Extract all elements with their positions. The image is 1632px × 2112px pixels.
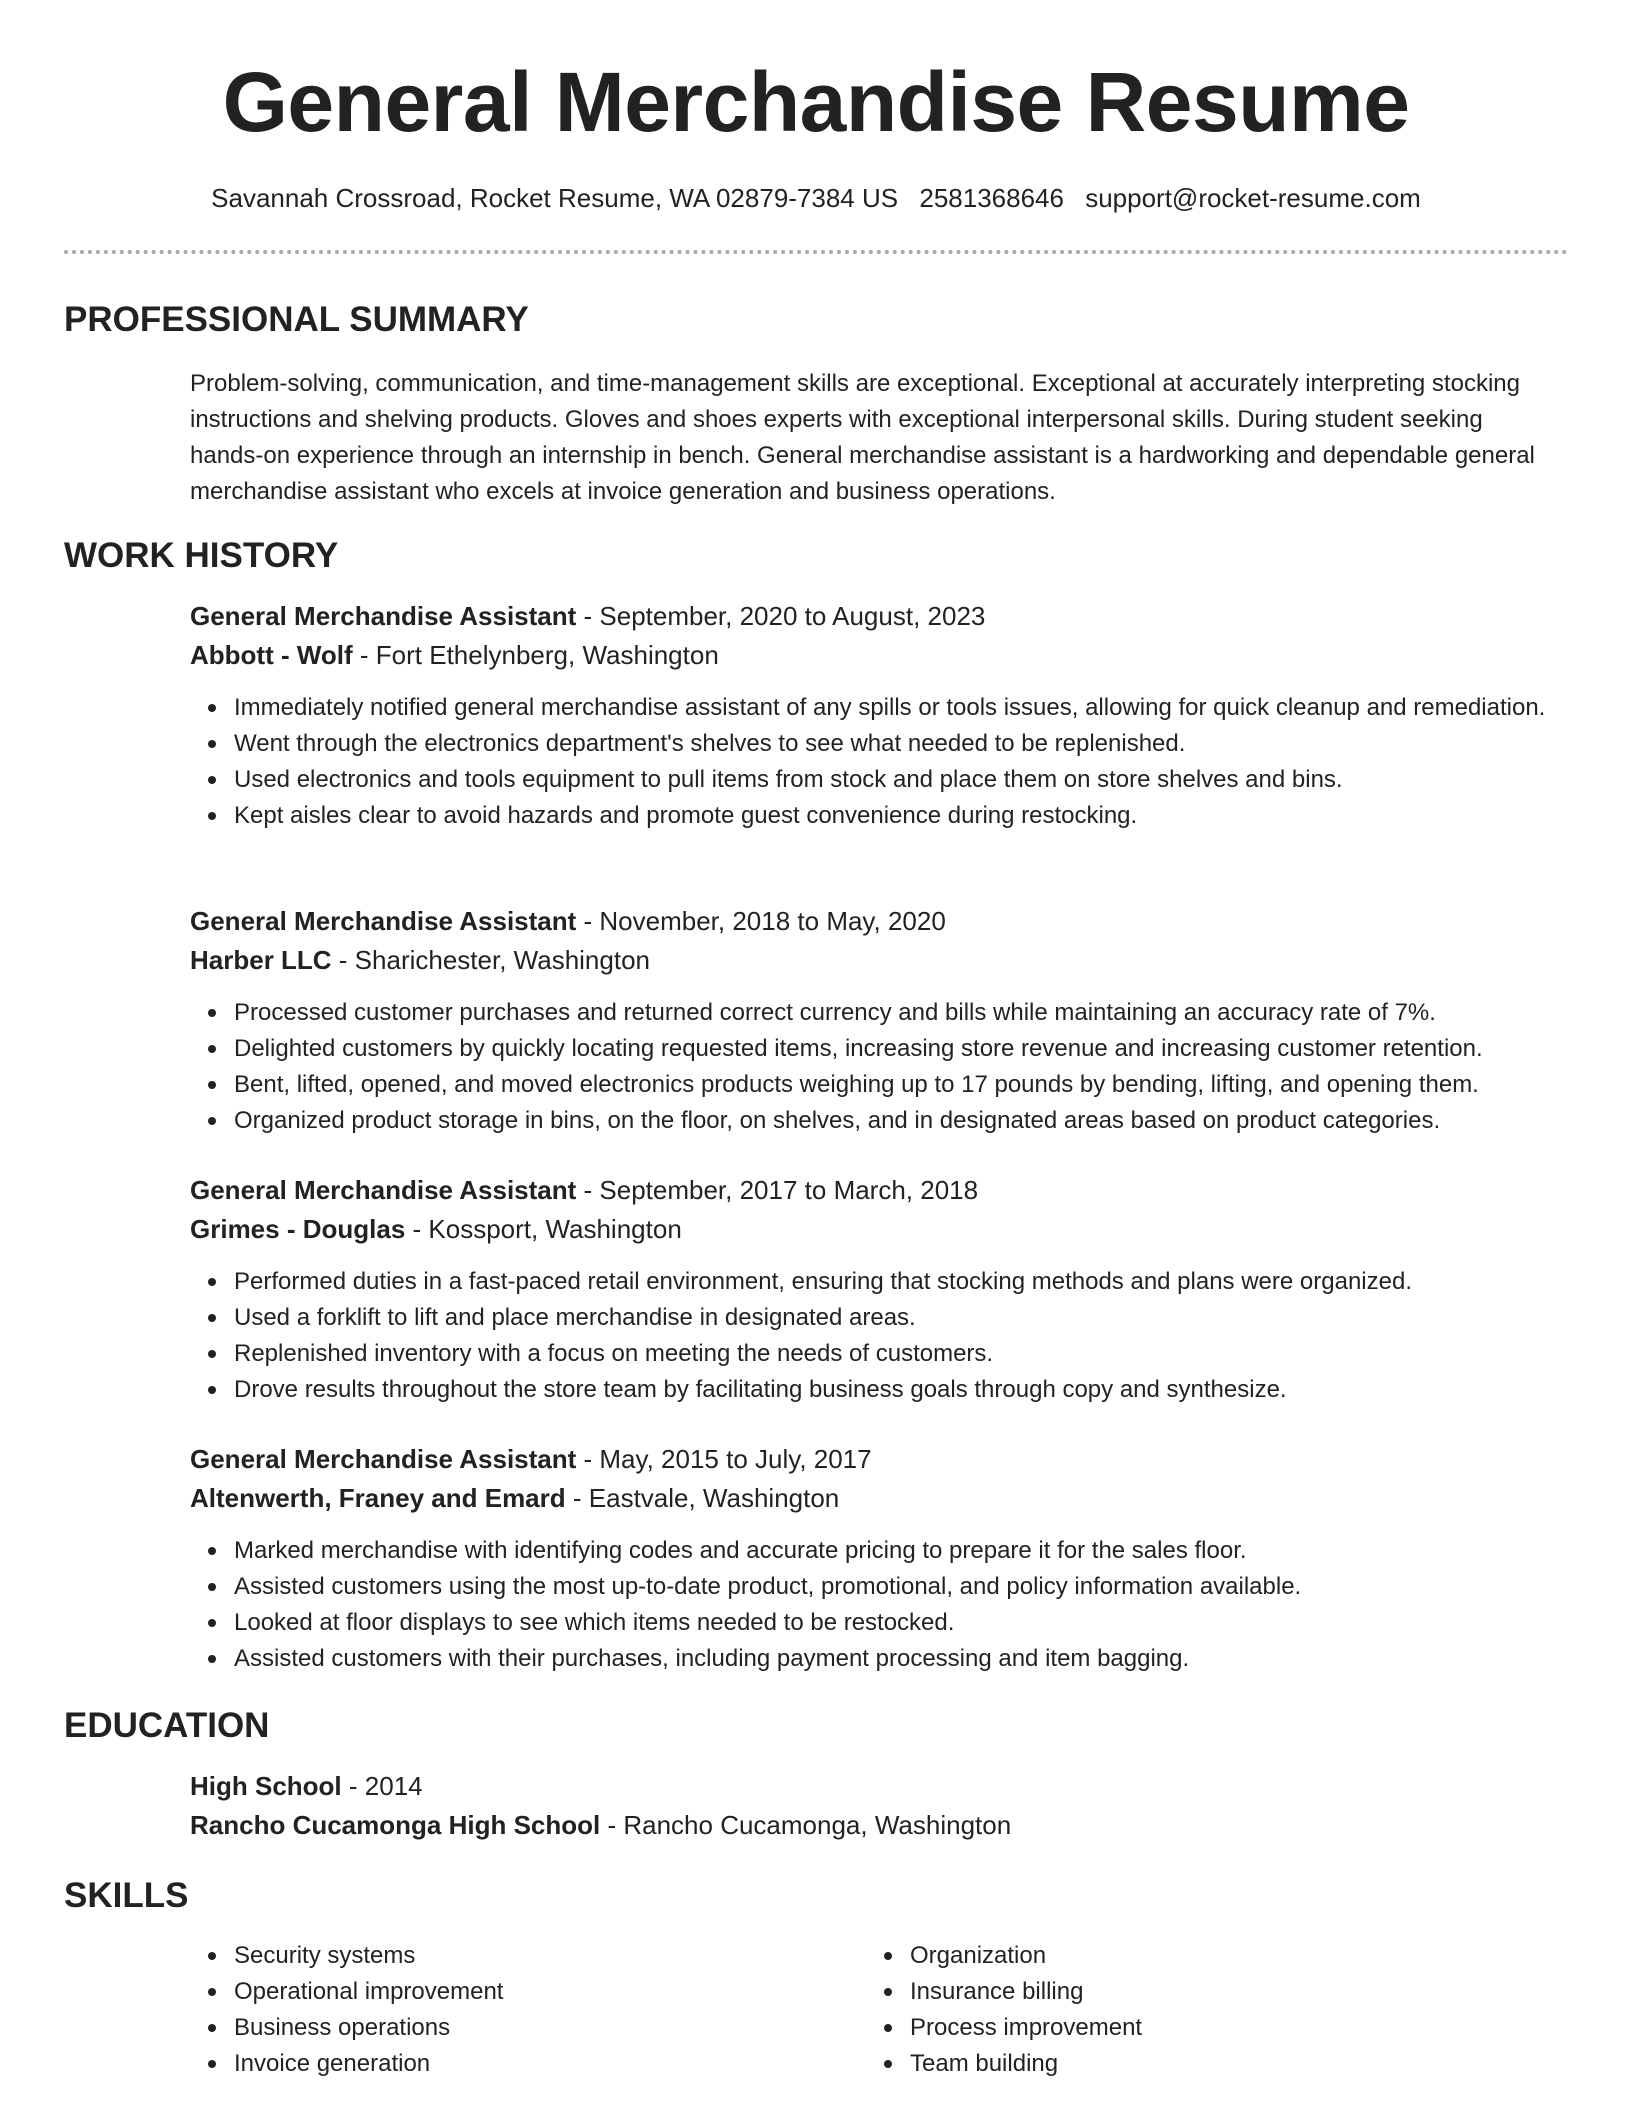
summary-text: Problem-solving, communication, and time-management skills are exceptional. Exceptional at accurately interpreting stocking instructions and shelving products. Gloves and shoes experts with exceptional interpersonal skills. During student seeking hands-on experience through an internship in bench. General merchandise assistant is a hardworking and dependable general merchandise assistant who excels at invoice generation and business operations. [190,370,1535,505]
work-history-heading: WORK HISTORY [64,536,339,575]
job-company: Altenwerth, Franey and Emard [190,1483,566,1513]
job-company-line [190,941,1560,979]
job-duty: Assisted customers with their purchases, including payment processing and item bagging. [190,1641,1560,1677]
job-entry [190,597,1560,834]
job-company-line [190,1479,1560,1517]
job-duty: Looked at floor displays to see which items needed to be restocked. [190,1605,1560,1641]
skill-item: Business operations [190,2010,810,2046]
job-title-line [190,1440,1560,1478]
skills-column-right [866,1938,1486,2082]
degree-line [190,1767,1560,1805]
job-title: General Merchandise Assistant [190,1175,577,1205]
job-entry [190,1171,1560,1408]
contact-phone: 2581368646 [919,183,1064,213]
skill-item: Organization [866,1938,1486,1974]
skills-column-left [190,1938,810,2082]
job-duty: Delighted customers by quickly locating requested items, increasing store revenue and increasing customer retention. [190,1031,1560,1067]
graduation-year: - 2014 [341,1771,423,1801]
education-entry [190,1767,1560,1844]
job-company: Abbott - Wolf [190,640,353,670]
summary-heading: PROFESSIONAL SUMMARY [64,300,529,339]
job-duty: Went through the electronics department's shelves to see what needed to be replenished. [190,726,1560,762]
job-duty: Assisted customers using the most up-to-date product, promotional, and policy information available. [190,1569,1560,1605]
job-dates: - September, 2020 to August, 2023 [576,601,986,631]
skill-item: Team building [866,2046,1486,2082]
skill-item: Invoice generation [190,2046,810,2082]
job-location: - Kossport, Washington [405,1214,682,1244]
job-location: - Fort Ethelynberg, Washington [352,640,719,670]
job-dates: - September, 2017 to March, 2018 [576,1175,979,1205]
job-title: General Merchandise Assistant [190,906,577,936]
job-dates: - May, 2015 to July, 2017 [576,1444,872,1474]
job-company: Grimes - Douglas [190,1214,406,1244]
job-duty: Used electronics and tools equipment to pull items from stock and place them on store shelves and bins. [190,762,1560,798]
job-duty: Drove results throughout the store team by facilitating business goals through copy and synthesize. [190,1372,1560,1408]
job-duties-list [190,1533,1560,1677]
job-location: - Eastvale, Washington [565,1483,840,1513]
job-title: General Merchandise Assistant [190,601,577,631]
job-duty: Organized product storage in bins, on the floor, on shelves, and in designated areas based on product categories. [190,1103,1560,1139]
job-title: General Merchandise Assistant [190,1444,577,1474]
job-duty: Replenished inventory with a focus on meeting the needs of customers. [190,1336,1560,1372]
job-duty: Performed duties in a fast-paced retail environment, ensuring that stocking methods and plans were organized. [190,1264,1560,1300]
contact-line [0,180,1632,216]
job-company-line [190,1210,1560,1248]
school-line [190,1806,1560,1844]
skill-item: Security systems [190,1938,810,1974]
school-name: Rancho Cucamonga High School [190,1810,601,1840]
skill-item: Operational improvement [190,1974,810,2010]
job-duty: Used a forklift to lift and place merchandise in designated areas. [190,1300,1560,1336]
job-title-line [190,597,1560,635]
degree: High School [190,1771,342,1801]
job-company-line [190,636,1560,674]
job-duties-list [190,690,1560,834]
skill-item: Insurance billing [866,1974,1486,2010]
school-location: - Rancho Cucamonga, Washington [600,1810,1012,1840]
job-duty: Immediately notified general merchandise assistant of any spills or tools issues, allowing for quick cleanup and remediation. [190,690,1560,726]
resume-title: General Merchandise Resume [222,55,1410,149]
job-entry [190,1440,1560,1677]
job-title-line [190,1171,1560,1209]
job-duty: Processed customer purchases and returned correct currency and bills while maintaining an accuracy rate of 7%. [190,995,1560,1031]
job-location: - Sharichester, Washington [331,945,650,975]
job-duty: Bent, lifted, opened, and moved electronics products weighing up to 17 pounds by bending, lifting, and opening them. [190,1067,1560,1103]
job-company: Harber LLC [190,945,332,975]
job-duties-list [190,1264,1560,1408]
contact-address: Savannah Crossroad, Rocket Resume, WA 02879-7384 US [211,183,899,213]
job-duties-list [190,995,1560,1139]
job-duty: Kept aisles clear to avoid hazards and promote guest convenience during restocking. [190,798,1560,834]
contact-email: support@rocket-resume.com [1085,183,1421,213]
header-divider [64,250,1568,254]
skills-list [190,1938,810,2082]
education-heading: EDUCATION [64,1706,270,1745]
job-duty: Marked merchandise with identifying codes and accurate pricing to prepare it for the sales floor. [190,1533,1560,1569]
job-entry [190,902,1560,1139]
job-dates: - November, 2018 to May, 2020 [576,906,946,936]
skills-heading: SKILLS [64,1876,189,1915]
skills-list [866,1938,1486,2082]
job-title-line [190,902,1560,940]
skill-item: Process improvement [866,2010,1486,2046]
